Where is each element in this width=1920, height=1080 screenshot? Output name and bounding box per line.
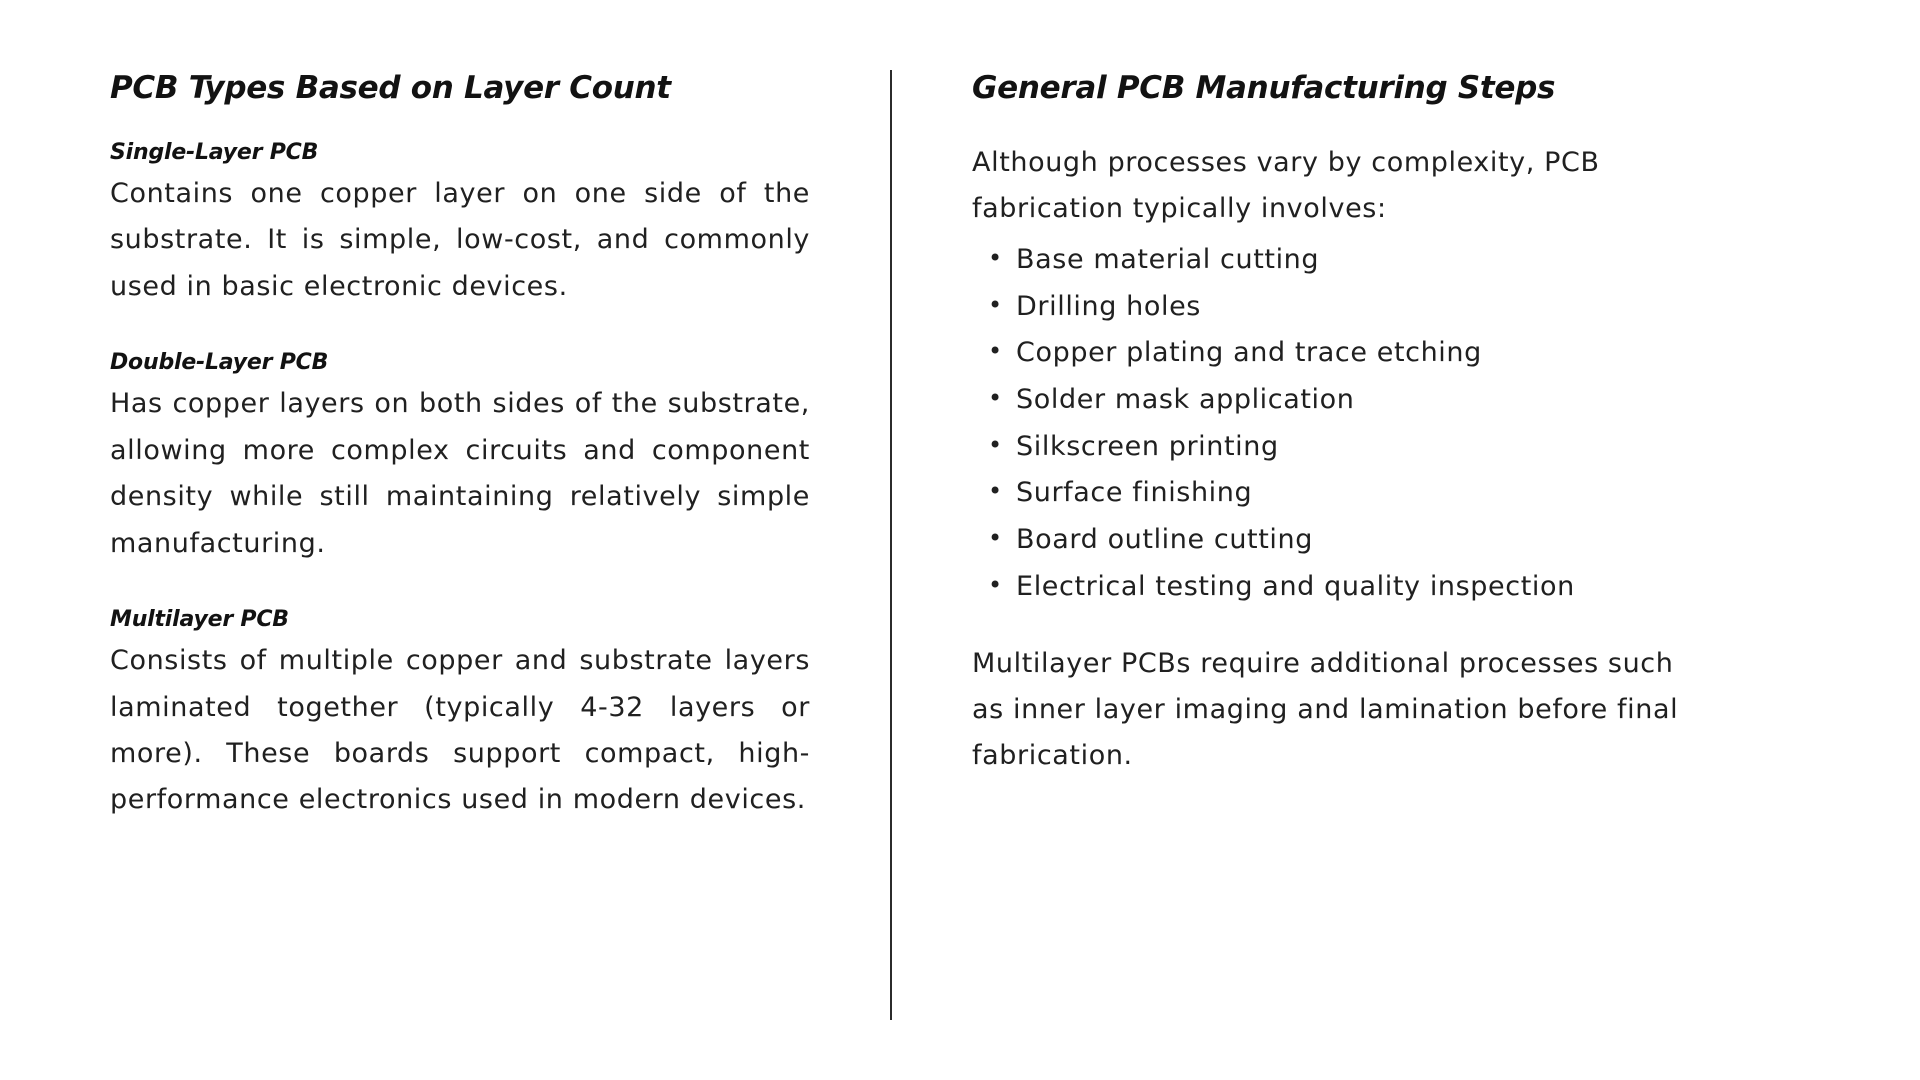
list-item-label: Copper plating and trace etching — [1016, 337, 1482, 369]
section-body: Has copper layers on both sides of the substrate, allowing more complex circuits and component density while still maintaining relatively simple manufacturing. — [110, 388, 810, 559]
section-double-layer-pcb — [110, 350, 830, 567]
manufacturing-steps-list — [972, 237, 1840, 611]
list-item — [988, 284, 1840, 331]
right-column — [892, 60, 1880, 1040]
list-item — [988, 470, 1840, 517]
left-column-heading: PCB Types Based on Layer Count — [110, 70, 671, 106]
manufacturing-closing-note: Multilayer PCBs require additional processes such as inner layer imaging and lamination before final fabrication. — [972, 647, 1679, 772]
bullet-icon: • — [988, 243, 1003, 272]
left-column — [40, 60, 890, 1040]
list-item — [988, 330, 1840, 377]
bullet-icon: • — [988, 337, 1003, 366]
list-item-label: Base material cutting — [1016, 243, 1320, 275]
section-multilayer-pcb — [110, 607, 830, 824]
manufacturing-intro: Although processes vary by complexity, PCB fabrication typically involves: — [972, 147, 1600, 225]
list-item-label: Solder mask application — [1016, 383, 1355, 415]
section-title: Multilayer PCB — [110, 607, 289, 633]
list-item-label: Silkscreen printing — [1016, 430, 1279, 462]
bullet-icon: • — [988, 570, 1003, 599]
bullet-icon: • — [988, 290, 1003, 319]
list-item — [988, 564, 1840, 611]
bullet-icon: • — [988, 430, 1003, 459]
bullet-icon: • — [988, 524, 1003, 553]
bullet-icon: • — [988, 383, 1003, 412]
section-single-layer-pcb — [110, 140, 830, 310]
list-item — [988, 377, 1840, 424]
list-item-label: Board outline cutting — [1016, 524, 1313, 556]
right-column-heading: General PCB Manufacturing Steps — [972, 70, 1556, 106]
list-item-label: Electrical testing and quality inspection — [1016, 570, 1575, 602]
list-item-label: Drilling holes — [1016, 290, 1201, 322]
section-body: Consists of multiple copper and substrate layers laminated together (typically 4-32 layers or more). These boards support compact, high-performance electronics used in modern devices. — [110, 645, 810, 816]
list-item-label: Surface finishing — [1016, 477, 1253, 509]
section-title: Single-Layer PCB — [110, 140, 319, 165]
bullet-icon: • — [988, 477, 1003, 506]
list-item — [988, 424, 1840, 471]
list-item — [988, 517, 1840, 564]
section-title: Double-Layer PCB — [110, 350, 329, 376]
section-body: Contains one copper layer on one side of the substrate. It is simple, low-cost, and commonly used in basic electronic devices. — [110, 178, 810, 302]
list-item — [988, 237, 1840, 284]
